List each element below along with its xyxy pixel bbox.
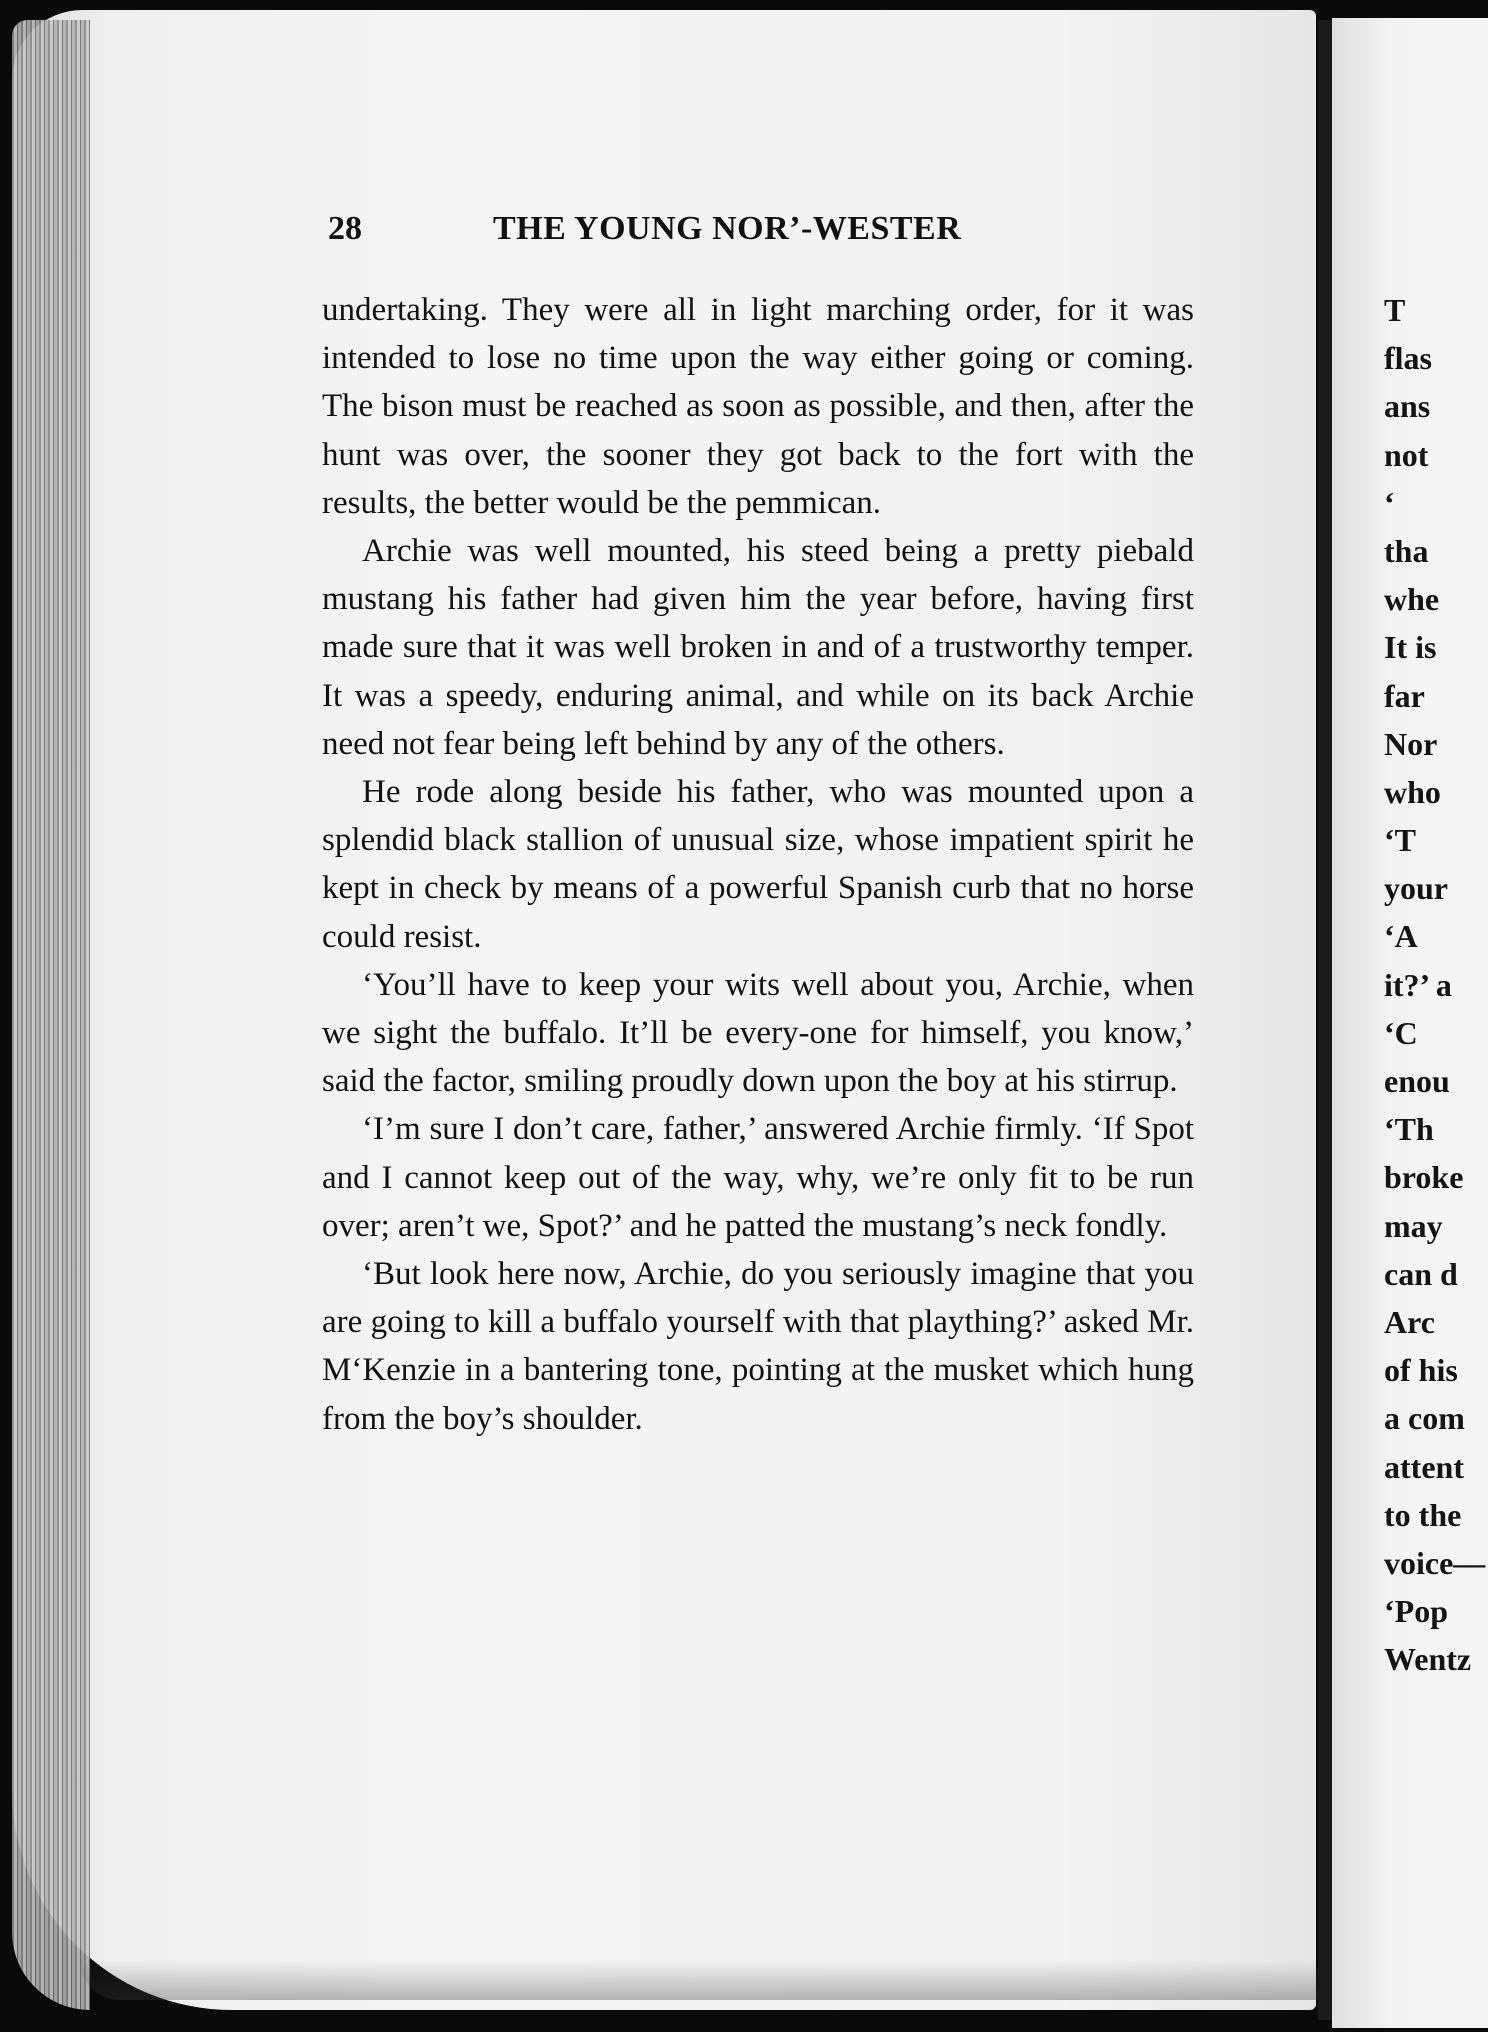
right-line: flas: [1384, 340, 1432, 377]
paragraph: ‘I’m sure I don’t care, father,’ answered Archie firmly. ‘If Spot and I cannot keep out of the way, why, we’re only fit to be run over; aren’t we, Spot?’ and he patted the mustang’s neck fondly.: [322, 1111, 1194, 1244]
page-edges: [12, 20, 90, 2010]
paragraph: ‘You’ll have to keep your wits well about you, Archie, when we sight the buffalo. It’ll be every-one for himself, you know,’ said the factor, smiling proudly down upon the boy at his stirrup.: [322, 966, 1194, 1100]
right-line: far: [1384, 677, 1425, 714]
right-line: Wentz: [1384, 1641, 1472, 1678]
right-line: ‘Pop: [1384, 1593, 1448, 1630]
book-gutter: [1318, 20, 1332, 2020]
right-line: T: [1384, 292, 1406, 328]
right-line: ans: [1384, 388, 1431, 425]
right-line: Arc: [1384, 1303, 1435, 1340]
right-line: whe: [1384, 581, 1440, 618]
page-number: 28: [328, 210, 362, 247]
right-line: your: [1384, 870, 1448, 907]
right-line: ‘A: [1384, 918, 1418, 955]
right-line: can d: [1384, 1255, 1458, 1292]
paragraph: Archie was well mounted, his steed being a pretty piebald mustang his father had given him the year before, having first made sure that it was well broken in and of a trustworthy temper. It was a speedy, enduring animal, and while on its back Archie need not fear being left behind by any of the others.: [322, 533, 1194, 762]
paragraph: ‘But look here now, Archie, do you seriously imagine that you are going to kill a buffalo yourself with that plaything?’ asked Mr. M‘Kenzie in a bantering tone, pointing at the musket which hung from the boy’s shoulder.: [322, 1256, 1194, 1437]
paragraph: He rode along beside his father, who was mounted upon a splendid black stallion of unusual size, whose impatient spirit he kept in check by means of a powerful Spanish curb that no horse could resist.: [322, 774, 1194, 955]
right-line: who: [1384, 773, 1441, 810]
right-line: a com: [1384, 1400, 1465, 1437]
page-shadow: [80, 1960, 1320, 2000]
right-line: ‘T: [1384, 822, 1416, 859]
body-text: [322, 286, 1194, 1443]
right-line: voice—: [1384, 1544, 1486, 1581]
right-line: not: [1384, 436, 1429, 473]
right-line: ‘Th: [1384, 1111, 1434, 1148]
right-line: enou: [1384, 1063, 1450, 1099]
right-line: It is: [1384, 629, 1437, 666]
right-line: attent: [1384, 1448, 1464, 1485]
right-line: Nor: [1384, 725, 1438, 762]
right-line: it?’ a: [1384, 966, 1452, 1003]
right-line: ‘C: [1384, 1014, 1418, 1051]
right-line: tha: [1384, 532, 1429, 569]
right-page-text: [1384, 286, 1488, 1683]
paragraph: undertaking. They were all in light marching order, for it was intended to lose no time upon the way either going or coming. The bison must be reached as soon as possible, and then, after the hunt was over, the sooner they got back to the fort with the results, the better would be the pemmican.: [322, 292, 1194, 521]
right-line: may: [1384, 1207, 1443, 1244]
right-line: of his: [1384, 1352, 1458, 1389]
right-line: ‘: [1384, 484, 1395, 521]
running-title: THE YOUNG NOR’-WESTER: [493, 210, 962, 247]
right-line: broke: [1384, 1159, 1464, 1196]
right-line: to the: [1384, 1496, 1462, 1533]
page-header: [328, 210, 1048, 260]
